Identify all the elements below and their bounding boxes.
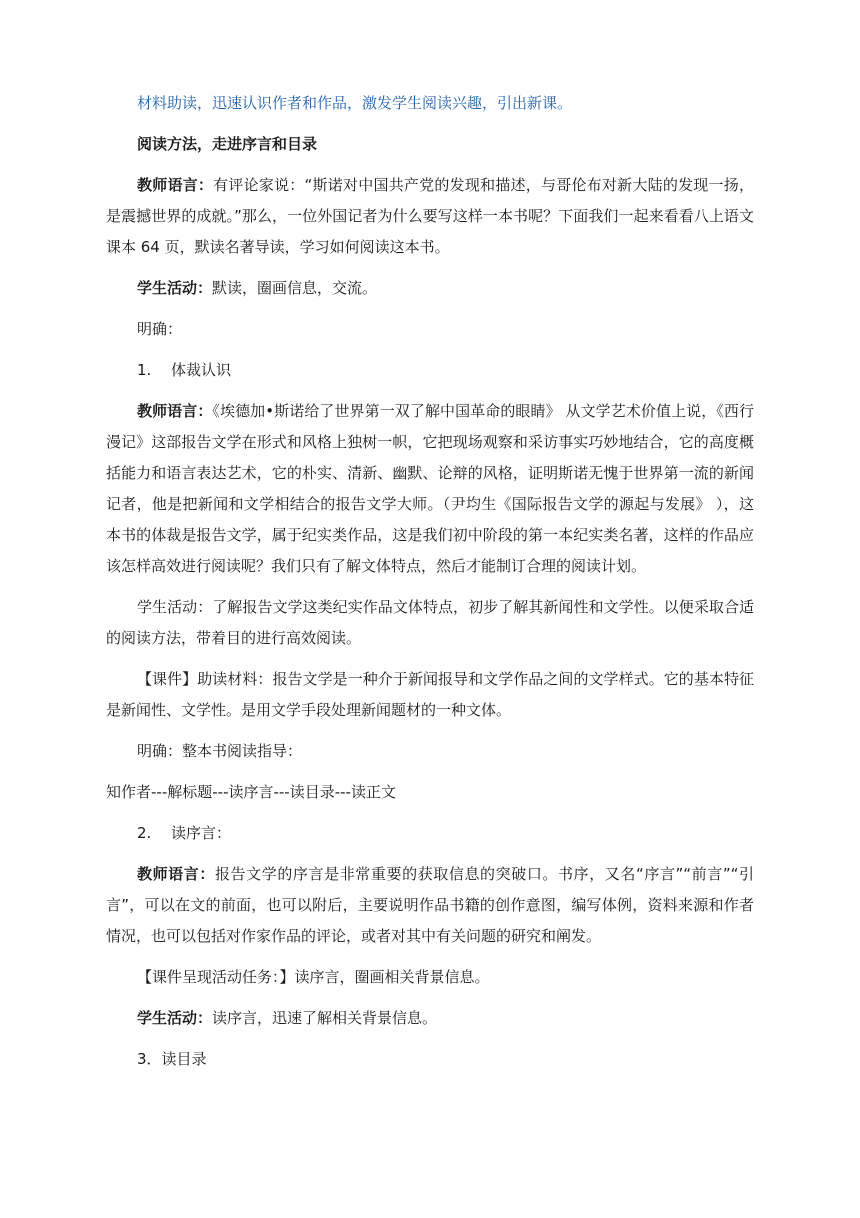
list-item-genre (106, 355, 754, 386)
student-activity-text: 默读，圈画信息，交流。 (212, 279, 378, 297)
label-teacher-language: 教师语言： (137, 176, 214, 194)
section-heading-reading-method: 阅读方法，走进序言和目录 (137, 135, 318, 153)
label-student-activity: 学生活动： (137, 1009, 213, 1027)
paragraph-reading-steps: 知作者---解标题---读序言---读目录---读正文 (106, 783, 396, 801)
label-teacher-language: 教师语言： (137, 865, 215, 883)
teacher-language-text: 有评论家说：“斯诺对中国共产党的发现和描述，与哥伦布对新大陆的发现一扬，是震撼世界的成就。”那么，一位外国记者为什么要写这样一本书呢？下面我们一起来看看八上语文课本 64 页，默读名著导读，学习如何阅读这本书。 (106, 176, 754, 256)
paragraph-teacher-language-2 (106, 396, 754, 582)
teacher-language-text: 报告文学的序言是非常重要的获取信息的突破口。书序，又名“序言”“前言”“引言”，可以在文的前面，也可以附后，主要说明作品书籍的创作意图，编写体例，资料来源和作者情况，也可以包括对作家作品的评论，或者对其中有关问题的研究和阐发。 (106, 865, 754, 945)
paragraph-courseware-material: 【课件】助读材料：报告文学是一种介于新闻报导和文学作品之间的文学样式。它的基本特征是新闻性、文学性。是用文学手段处理新闻题材的一种文体。 (106, 670, 754, 719)
list-number: 1. (137, 361, 152, 379)
list-item-text: 读序言： (171, 824, 232, 842)
paragraph-student-activity-3 (106, 1003, 754, 1034)
paragraph-teacher-language-1 (106, 170, 754, 263)
paragraph-student-activity-2: 学生活动：了解报告文学这类纪实作品文体特点，初步了解其新闻性和文学性。以便采取合适的阅读方法，带着目的进行高效阅读。 (106, 598, 754, 647)
paragraph-student-activity-1 (106, 273, 754, 304)
paragraph-teacher-language-3 (106, 859, 754, 952)
paragraph-clarify-1: 明确： (137, 320, 183, 338)
list-item-text: 体裁认识 (171, 361, 232, 379)
paragraph-courseware-task: 【课件呈现活动任务：】读序言，圈画相关背景信息。 (137, 968, 490, 986)
paragraph-material-reading: 材料助读，迅速认识作者和作品，激发学生阅读兴趣，引出新课。 (137, 94, 573, 112)
label-teacher-language: 教师语言： (137, 402, 213, 420)
label-student-activity: 学生活动： (137, 279, 213, 297)
list-number: 2. (137, 824, 152, 842)
document-body (106, 88, 754, 1085)
student-activity-text: 读序言，迅速了解相关背景信息。 (212, 1009, 438, 1027)
list-item-contents: 3．读目录 (137, 1050, 207, 1068)
teacher-language-text: 《埃德加•斯诺给了世界第一双了解中国革命的眼睛》 从文学艺术价值上说，《西行漫记》这部报告文学在形式和风格上独树一帜，它把现场观察和采访事实巧妙地结合，它的高度概括能力和语言表达艺术，它的朴实、清新、幽默、论辩的风格，证明斯诺无愧于世界第一流的新闻记者，他是把新闻和文学相结合的报告文学大师。（尹均生《国际报告文学的源起与发展》 ），这本书的体裁是报告文学，属于纪实类作品，这是我们初中阶段的第一本纪实类名著，这样的作品应该怎样高效进行阅读呢？我们只有了解文体特点，然后才能制订合理的阅读计划。 (106, 402, 754, 575)
list-item-preface (106, 818, 754, 849)
paragraph-clarify-2: 明确：整本书阅读指导： (137, 742, 303, 760)
